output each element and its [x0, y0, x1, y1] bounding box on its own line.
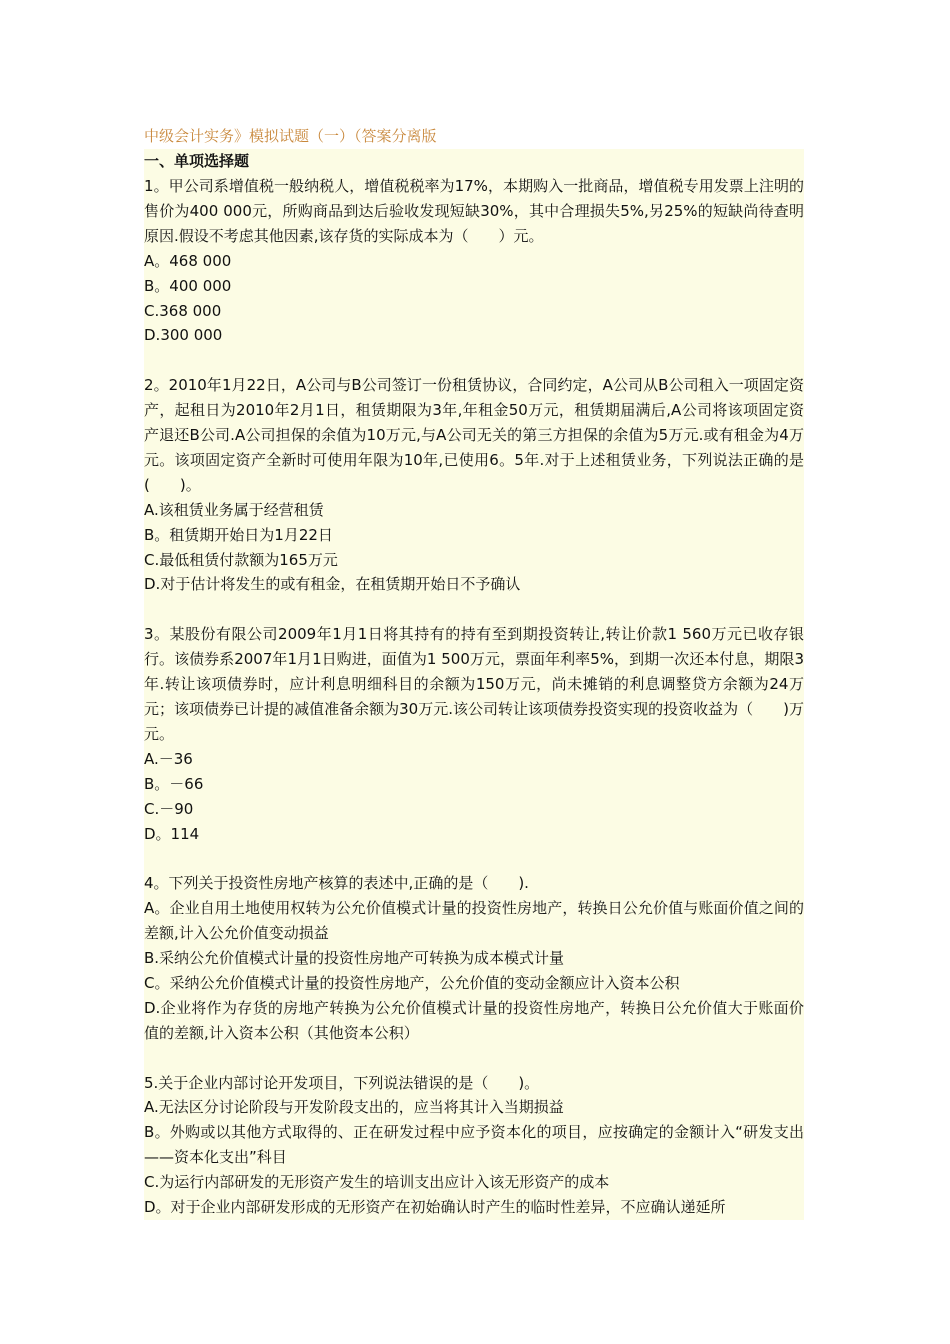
option-a: A。468 000 [144, 251, 232, 270]
option-d: D.企业将作为存货的房地产转换为公允价值模式计量的投资性房地产，转换日公允价值大于账面价值的差额,计入资本公积（其他资本公积） [144, 998, 804, 1042]
question-text: 4。下列关于投资性房地产核算的表述中,正确的是（ ). [144, 874, 529, 893]
option-c: C。采纳公允价值模式计量的投资性房地产，公允价值的变动金额应计入资本公积 [144, 973, 680, 992]
option-d: D.对于估计将发生的或有租金，在租赁期开始日不予确认 [144, 575, 521, 594]
option-c: C.368 000 [144, 301, 222, 320]
option-d: D。114 [144, 824, 200, 843]
option-c: C.－90 [144, 799, 194, 818]
spacer [144, 846, 804, 871]
option-b: B.采纳公允价值模式计量的投资性房地产可转换为成本模式计量 [144, 949, 565, 968]
option-b: B。租赁期开始日为1月22日 [144, 525, 333, 544]
spacer [144, 348, 804, 373]
spacer [144, 597, 804, 622]
option-b: B。400 000 [144, 276, 232, 295]
question-2 [144, 373, 804, 597]
option-b: B。－66 [144, 774, 204, 793]
section-heading: 一、单项选择题 [144, 152, 250, 170]
question-panel [144, 149, 804, 1220]
option-a: A.－36 [144, 749, 193, 768]
question-4 [144, 871, 804, 1045]
question-3 [144, 622, 804, 846]
question-5 [144, 1071, 804, 1220]
question-text: 5.关于企业内部讨论开发项目，下列说法错误的是（ )。 [144, 1073, 540, 1092]
option-a: A.该租赁业务属于经营租赁 [144, 500, 324, 519]
question-1 [144, 174, 804, 348]
question-text: 3。某股份有限公司2009年1月1日将其持有的持有至到期投资转让,转让价款1 560万元已收存银行。该债券系2007年1月1日购进，面值为1 500万元，票面年利率5%，到期一次还本付息，期限3年.转让该项债券时，应计利息明细科目的余额为150万元，尚未摊销的利息调整贷方余额为24万元；该项债券已计提的减值准备余额为30万元.该公司转让该项债券投资实现的投资收益为（ )万元。 [144, 625, 804, 743]
option-c: C.为运行内部研发的无形资产发生的培训支出应计入该无形资产的成本 [144, 1173, 610, 1192]
option-c: C.最低租赁付款额为165万元 [144, 550, 338, 569]
document-body [144, 123, 804, 1220]
question-text: 2。2010年1月22日，A公司与B公司签订一份租赁协议，合同约定，A公司从B公司租入一项固定资产，起租日为2010年2月1日，租赁期限为3年,年租金50万元，租赁期届满后,A公司将该项固定资产退还B公司.A公司担保的余值为10万元,与A公司无关的第三方担保的余值为5万元.或有租金为4万元。该项固定资产全新时可使用年限为10年,已使用6。5年.对于上述租赁业务，下列说法正确的是( )。 [144, 376, 804, 494]
question-text: 1。甲公司系增值税一般纳税人，增值税税率为17%，本期购入一批商品，增值税专用发票上注明的售价为400 000元，所购商品到达后验收发现短缺30%，其中合理损失5%,另25%的短缺尚待查明原因.假设不考虑其他因素,该存货的实际成本为（ ）元。 [144, 177, 804, 245]
option-d: D。对于企业内部研发形成的无形资产在初始确认时产生的临时性差异，不应确认递延所 [144, 1198, 726, 1217]
option-d: D.300 000 [144, 326, 223, 345]
option-a: A.无法区分讨论阶段与开发阶段支出的，应当将其计入当期损益 [144, 1098, 564, 1117]
option-a: A。企业自用土地使用权转为公允价值模式计量的投资性房地产，转换日公允价值与账面价值之间的差额,计入公允价值变动损益 [144, 899, 804, 943]
spacer [144, 1046, 804, 1071]
document-title: 中级会计实务》模拟试题（一）（答案分离版 [144, 127, 437, 145]
option-b: B。外购或以其他方式取得的、正在研发过程中应予资本化的项目，应按确定的金额计入“研发支出——资本化支出”科目 [144, 1123, 804, 1167]
